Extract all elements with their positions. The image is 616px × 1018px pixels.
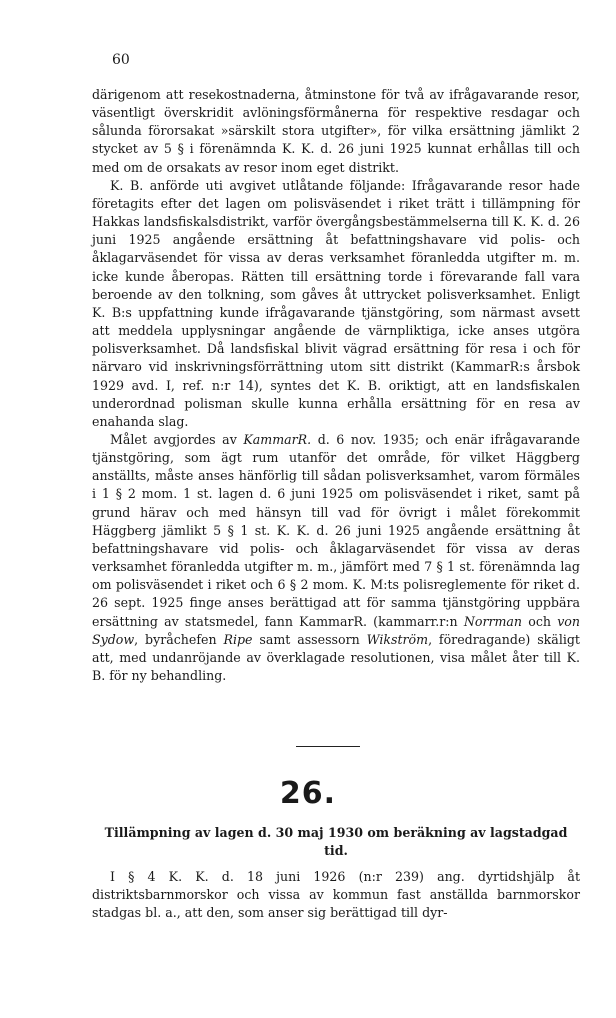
- section-heading: Tillämpning av lagen d. 30 maj 1930 om beräkning av lagstadgad tid.: [104, 825, 568, 858]
- section-26-text: [92, 868, 580, 922]
- paragraph-continuation: därigenom att resekostnaderna, åtminstone för två av ifrågavarande resor, väsentligt överskridit avlöningsförmånerna för respektive resdagar och sålunda förorsakat »särskilt stora utgifter», för vilka ersättning jämlikt 2 stycket av 5 § i förenämnda K. K. d. 26 juni 1925 kunnat erhållas till och med om de orsakats av resor inom eget distrikt.: [92, 87, 580, 175]
- ruling-text-body: d. 6 nov. 1935; och enär ifrågavarande tjänstgöring, som ägt rum utanför det område, för vilket Häggberg anställts, måste anses hänförlig till sådan polisverksamhet, varom förmäles i 1 § 2 mom. 1 st. lagen d. 6 juni 1925 om polisväsendet i riket, samt på grund härav och med hänsyn till vad för övrigt i målet förekommit Häggberg jämlikt 5 § 1 st. K. K. d. 26 juni 1925 angående ersättning åt befattningshavare vid polis- och åklagarväsendet för vissa av deras verksamhet föranledda utgifter m. m., jämfört med 7 § 1 st. förenämnda lag om polisväsendet i riket och 6 § 2 mom. K. M:ts polisreglemente för riket d. 26 sept. 1925 finge anses berättigad att för samma tjänstgöring uppbära ersättning av statsmedel, fann KammarR. (kammarr.r:n: [92, 431, 580, 629]
- judge-name-norrman: Norrman: [463, 613, 523, 629]
- judge-name-von-sydow: von Sydow: [92, 613, 580, 647]
- official-name-ripe: Ripe: [223, 631, 253, 647]
- page-number: 60: [112, 52, 130, 68]
- paragraph-section-26: I § 4 K. K. d. 18 juni 1926 (n:r 239) ang. dyrtidshjälp åt distriktsbarnmorskor och vissa av kommun fast anställda barnmorskor stadgas bl. a., att den, som anser sig berättigad till dyr-: [92, 869, 580, 921]
- ruling-text-and: och: [522, 613, 558, 629]
- ruling-text-byrachef: , byråchefen: [134, 631, 224, 647]
- paragraph-ruling: [92, 431, 580, 685]
- official-name-wikstrom: Wikström: [366, 631, 429, 647]
- case-text-section: [92, 86, 580, 685]
- paragraph-kb-statement: K. B. anförde uti avgivet utlåtande följande: Ifrågavarande resor hade företagits efter det lagen om polisväsendet i riket trätt i tillämpning för Hakkas landsfiskalsdistrikt, varför övergångsbestämmelserna till K. K. d. 26 juni 1925 angående ersättning åt befattningshavare vid polis- och åklagarväsendet för vissa av deras verksamhet föranledda utgifter m. m. icke kunde åberopas. Rätten till ersättning torde i förevarande fall vara beroende av den tolkning, som gåves åt uttrycket polisverksamhet. Enligt K. B:s uppfattning kunde ifrågavarande tjänstgöring, som närmast avsett att meddela upplysningar angående de värnpliktiga, icke anses utgöra polisverksamhet. Då landsfiskal blivit vägrad ersättning för resa i och för närvaro vid inskrivningsförrättning utom sitt distrikt (KammarR:s årsbok 1929 avd. I, ref. n:r 14), syntes det K. B. oriktigt, att en landsfiskalen underordnad polisman skulle kunna erhålla ersättning för en resa av enahanda slag.: [92, 177, 580, 429]
- ruling-text-assessor: samt assessorn: [252, 631, 367, 647]
- section-number: 26.: [279, 776, 337, 811]
- court-name: KammarR.: [243, 431, 312, 447]
- ruling-text-start: Målet avgjordes av: [110, 431, 244, 447]
- section-divider: [296, 746, 360, 747]
- ruling-text-end: , föredragande) skäligt att, med undanröjande av överklagade resolutionen, visa målet åter till K. B. för ny behandling.: [92, 631, 580, 683]
